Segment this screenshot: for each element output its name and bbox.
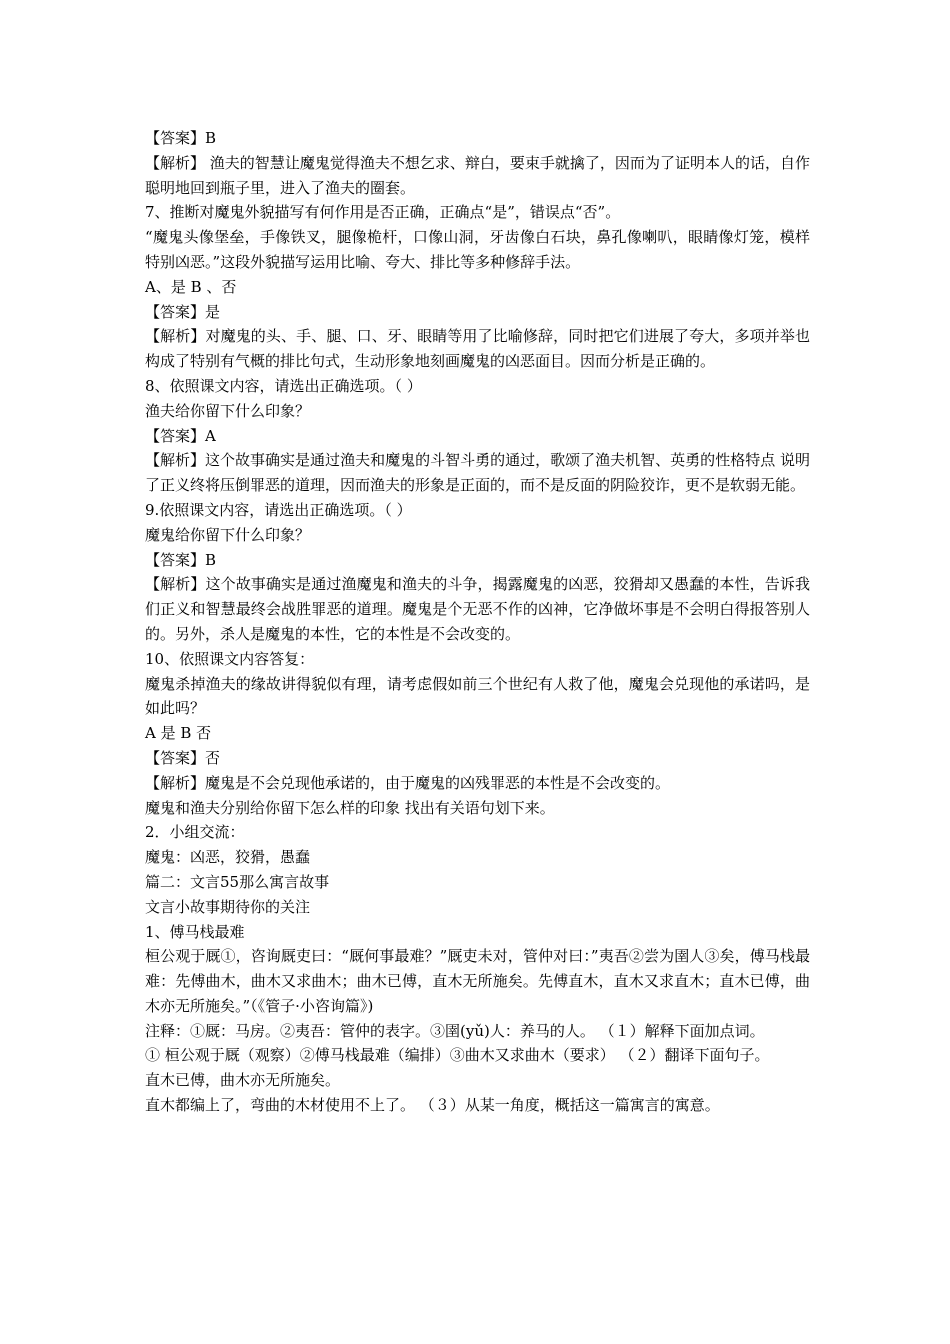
translation-line: 直木都编上了，弯曲的木材使用不上了。 （３）从某一角度，概括这一篇寓言的寓意。 bbox=[145, 1096, 720, 1115]
sentence-line: 直木已傅，曲木亦无所施矣。 bbox=[145, 1071, 341, 1090]
question-7: 7、推断对魔鬼外貌描写有何作用是否正确，正确点“是”，错误点“否”。 bbox=[145, 203, 621, 222]
answer-line: 【答案】A bbox=[145, 426, 216, 445]
document-body bbox=[145, 126, 810, 1118]
section-heading: 篇二：文言55那么寓言故事 bbox=[145, 872, 330, 891]
story-text: 桓公观于厩①，咨询厩吏曰：“厩何事最难？”厩吏未对，管仲对曰：”夷吾②尝为圉人③矣，傅马栈最难：先傅曲木，曲木又求曲木；曲木已傅，直木无所施矣。先傅直木，直木又求直木；直木已傅，曲木亦无所施矣。”（《管子·小咨询篇》) bbox=[145, 947, 810, 1015]
instruction-line: 魔鬼和渔夫分别给你留下怎么样的印象 找出有关语句划下来。 bbox=[145, 798, 555, 817]
answer-line: 【答案】B bbox=[145, 550, 217, 569]
answer-line: 【答案】B bbox=[145, 129, 217, 147]
options-line: A 是 B 否 bbox=[145, 724, 212, 743]
exercise-paragraph: ① 桓公观于厩（观察）②傅马栈最难（编排）③曲木又求曲木（要求） （２）翻译下面句子。 bbox=[145, 1046, 770, 1065]
question-prompt: 渔夫给你留下什么印象？ bbox=[145, 401, 311, 420]
options-line: A、是 B 、否 bbox=[145, 277, 237, 296]
group-discussion: 2．小组交流： bbox=[145, 823, 245, 842]
notes-paragraph: 注释：①厩：马房。②夷吾：管仲的表字。③圉(yǔ)人：养马的人。 （１）解释下面加点词。 bbox=[145, 1021, 765, 1040]
analysis-paragraph: 【解析】这个故事确实是通过渔魔鬼和渔夫的斗争，揭露魔鬼的凶恶，狡猾却又愚蠢的本性，告诉我们正义和智慧最终会战胜罪恶的道理。魔鬼是个无恶不作的凶神，它净做坏事是不会明白得报答别人的。另外，杀人是魔鬼的本性，它的本性是不会改变的。 bbox=[145, 575, 810, 643]
analysis-paragraph: 【解析】 渔夫的智慧让魔鬼觉得渔夫不想乞求、辩白，要束手就擒了，因而为了证明本人的话，自作聪明地回到瓶子里，进入了渔夫的圈套。 bbox=[145, 153, 810, 197]
answer-line: 【答案】是 bbox=[145, 302, 221, 321]
question-prompt: 魔鬼给你留下什么印象？ bbox=[145, 525, 311, 544]
answer-line: 【答案】否 bbox=[145, 748, 221, 767]
question-9: 9.依照课文内容，请选出正确选项。（ ） bbox=[145, 500, 412, 519]
question-prompt: 魔鬼杀掉渔夫的缘故讲得貌似有理，请考虑假如前三个世纪有人救了他，魔鬼会兑现他的承诺吗，是如此吗？ bbox=[145, 674, 810, 718]
question-10: 10、依照课文内容答复： bbox=[145, 649, 315, 668]
analysis-paragraph: 【解析】对魔鬼的头、手、腿、口、牙、眼睛等用了比喻修辞，同时把它们进展了夸大，多项并举也构成了特别有气概的排比句式，生动形象地刻画魔鬼的凶恶面目。因而分析是正确的。 bbox=[145, 327, 810, 371]
question-8: 8、依照课文内容，请选出正确选项。（ ） bbox=[145, 376, 422, 395]
discussion-result: 魔鬼：凶恶，狡猾，愚蠢 bbox=[145, 848, 311, 867]
analysis-paragraph: 【解析】这个故事确实是通过渔夫和魔鬼的斗智斗勇的通过，歌颂了渔夫机智、英勇的性格特点 说明了正义终将压倒罪恶的道理，因而渔夫的形象是正面的，而不是反面的阴险狡诈，更不是软弱无能。 bbox=[145, 451, 810, 495]
analysis-paragraph: 【解析】魔鬼是不会兑现他承诺的，由于魔鬼的凶残罪恶的本性是不会改变的。 bbox=[145, 773, 671, 792]
story-title: 1、傅马栈最难 bbox=[145, 922, 245, 941]
quoted-description: “魔鬼头像堡垒，手像铁叉，腿像桅杆，口像山洞，牙齿像白石块，鼻孔像喇叭，眼睛像灯笼，模样特别凶恶。”这段外貌描写运用比喻、夸大、排比等多种修辞手法。 bbox=[145, 228, 810, 271]
section-subheading: 文言小故事期待你的关注 bbox=[145, 897, 311, 916]
